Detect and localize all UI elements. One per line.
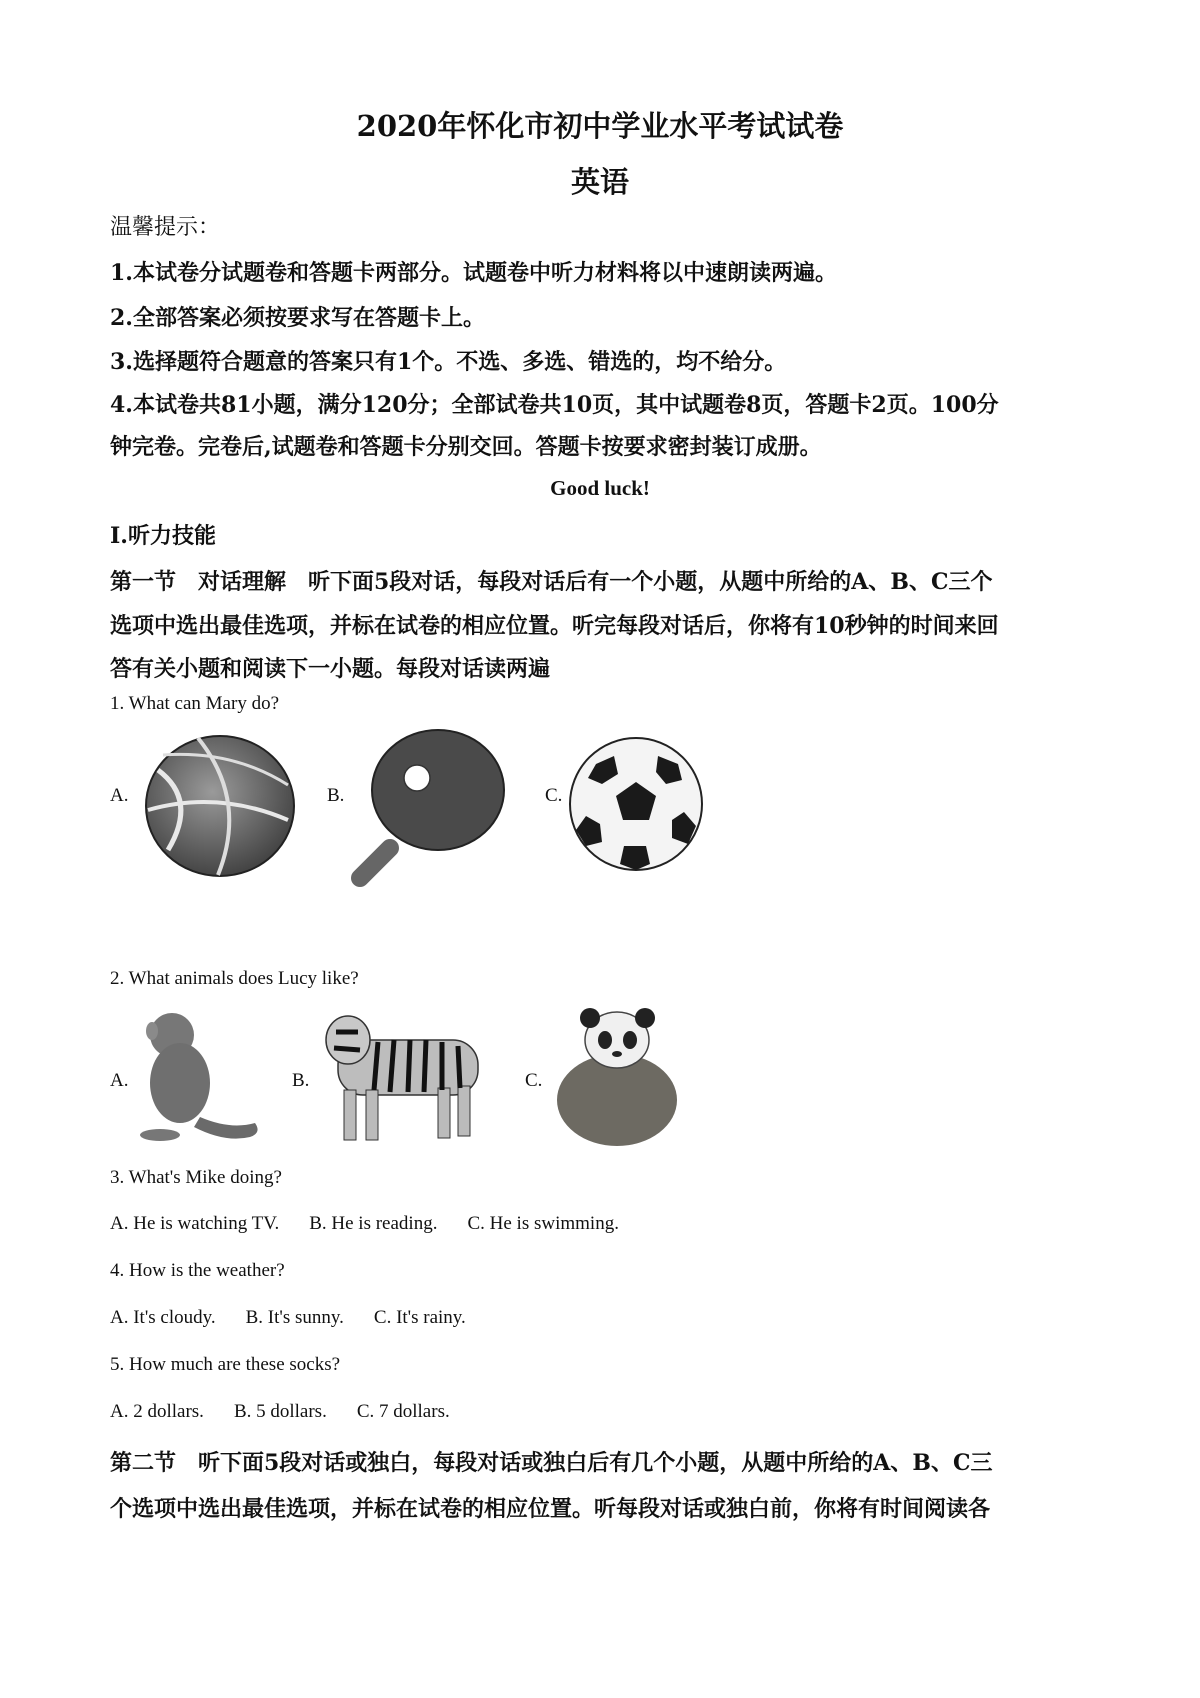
option-b: B. bbox=[327, 785, 345, 806]
tip-line: 2.全部答案必须按要求写在答题卡上。 bbox=[110, 305, 485, 331]
tip-line: 3.选择题符合题意的答案只有1个。不选、多选、错选的，均不给分。 bbox=[110, 349, 787, 375]
question-1: 1. What can Mary do? bbox=[110, 693, 280, 714]
tip-line: 4.本试卷共81小题，满分120分；全部试卷共10页，其中试题卷8页，答题卡2页。100分 bbox=[110, 392, 999, 418]
section-instructions: 答有关小题和阅读下一小题。每段对话读两遍 bbox=[110, 656, 551, 682]
option-a: A. 2 dollars. bbox=[110, 1401, 204, 1422]
options-row bbox=[110, 1213, 649, 1235]
option-c: C. bbox=[525, 1070, 543, 1091]
tips-heading: 温馨提示： bbox=[110, 215, 221, 240]
option-c: C. It's rainy. bbox=[373, 1307, 466, 1328]
question-4: 4. How is the weather? bbox=[110, 1260, 285, 1281]
panda-icon bbox=[545, 1000, 685, 1150]
option-a: A. bbox=[110, 785, 129, 806]
basketball-icon bbox=[138, 730, 298, 880]
section-instructions: 第二节 听下面5段对话或独白，每段对话或独白后有几个小题，从题中所给的A、B、C三 bbox=[110, 1450, 993, 1476]
question-2: 2. What animals does Lucy like? bbox=[110, 968, 359, 989]
section-instructions: 第一节 对话理解 听下面5段对话，每段对话后有一个小题，从题中所给的A、B、C三个 bbox=[110, 569, 993, 595]
page-title: 2020年怀化市初中学业水平考试试卷 bbox=[356, 109, 844, 143]
question-3: 3. What's Mike doing? bbox=[110, 1167, 282, 1188]
option-a: A. bbox=[110, 1070, 129, 1091]
section-instructions: 个选项中选出最佳选项，并标在试卷的相应位置。听每段对话或独白前，你将有时间阅读各 bbox=[110, 1496, 991, 1522]
option-a: A. He is watching TV. bbox=[110, 1213, 280, 1234]
monkey-icon bbox=[130, 1005, 265, 1145]
subject-title: 英语 bbox=[570, 165, 629, 199]
options-row bbox=[110, 1307, 496, 1329]
option-a: A. It's cloudy. bbox=[110, 1307, 216, 1328]
option-b: B. bbox=[292, 1070, 310, 1091]
part-heading: I.听力技能 bbox=[110, 523, 216, 549]
option-c: C. He is swimming. bbox=[467, 1213, 619, 1234]
option-c: C. 7 dollars. bbox=[356, 1401, 450, 1422]
ping-pong-paddle-icon bbox=[350, 728, 510, 888]
option-b: B. He is reading. bbox=[309, 1213, 438, 1234]
question-5: 5. How much are these socks? bbox=[110, 1354, 341, 1375]
option-c: C. bbox=[545, 785, 563, 806]
options-row bbox=[110, 1401, 480, 1423]
section-instructions: 选项中选出最佳选项，并标在试卷的相应位置。听完每段对话后，你将有10秒钟的时间来回 bbox=[110, 613, 999, 639]
option-b: B. It's sunny. bbox=[245, 1307, 344, 1328]
soccer-ball-icon bbox=[566, 734, 706, 874]
tip-line: 钟完卷。完卷后,试题卷和答题卡分别交回。答题卡按要求密封装订成册。 bbox=[110, 434, 822, 460]
good-luck-text: Good luck! bbox=[550, 476, 650, 500]
option-b: B. 5 dollars. bbox=[233, 1401, 327, 1422]
tip-line: 1.本试卷分试题卷和答题卡两部分。试题卷中听力材料将以中速朗读两遍。 bbox=[110, 260, 837, 286]
tiger-icon bbox=[318, 1010, 488, 1145]
